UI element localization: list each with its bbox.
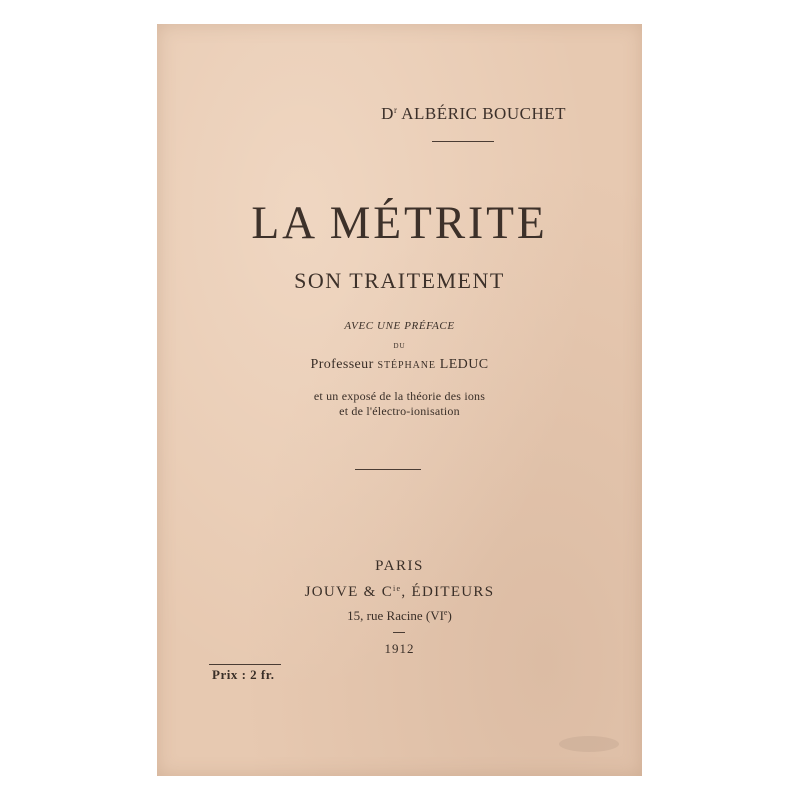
author-prefix-superscript: r xyxy=(393,105,398,115)
address-sup: e xyxy=(443,608,448,617)
professor-title: Professeur xyxy=(310,357,374,372)
address-main: 15, rue Racine (VI xyxy=(347,608,444,623)
author-fullname: ALBÉRIC BOUCHET xyxy=(401,104,566,123)
expose-line-1: et un exposé de la théorie des ions xyxy=(313,389,486,403)
middle-rule xyxy=(355,469,421,470)
preface-line: AVEC UNE PRÉFACE xyxy=(344,320,455,332)
publisher-name-sup: ie xyxy=(393,584,402,593)
preface-author xyxy=(157,357,642,373)
price-label: Prix : 2 fr. xyxy=(212,667,275,682)
author-prefix: D xyxy=(381,104,394,123)
publisher-city: PARIS xyxy=(375,558,424,574)
publisher-address xyxy=(157,608,642,624)
publisher-name xyxy=(157,584,642,601)
preface-du: DU xyxy=(393,342,406,350)
price-rule xyxy=(209,664,281,665)
paper-stain xyxy=(559,736,619,752)
expose-line-2: et de l'électro-ionisation xyxy=(339,404,460,418)
address-close: ) xyxy=(447,608,452,623)
professor-last-name: LEDUC xyxy=(439,357,489,372)
book-cover xyxy=(157,24,642,776)
professor-first-name: STÉPHANE xyxy=(377,360,436,371)
publisher-name-main: JOUVE & C xyxy=(304,584,393,600)
publisher-name-suffix: , ÉDITEURS xyxy=(401,584,495,600)
publication-year: 1912 xyxy=(384,641,415,656)
book-subtitle: SON TRAITEMENT xyxy=(294,268,505,293)
book-title: LA MÉTRITE xyxy=(251,197,548,249)
author-name xyxy=(381,104,566,124)
author-rule xyxy=(432,141,494,142)
year-rule xyxy=(393,632,405,633)
